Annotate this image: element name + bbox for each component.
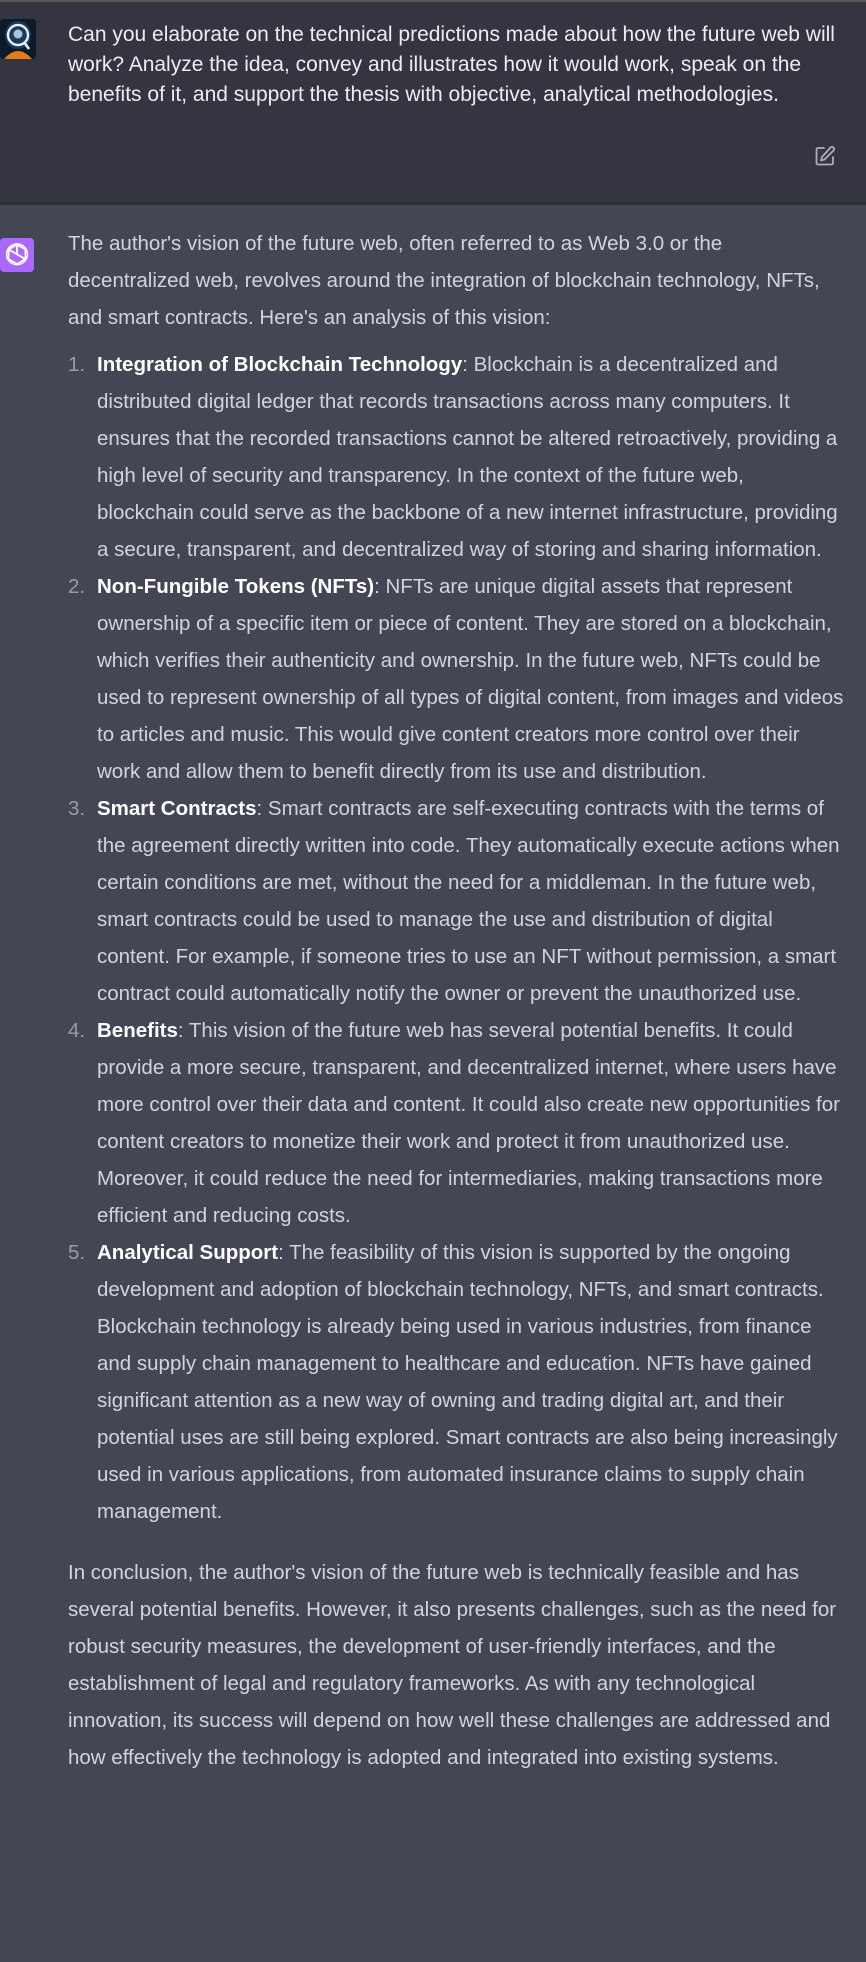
list-term: Analytical Support <box>97 1241 279 1264</box>
list-item <box>68 568 844 790</box>
list-number: 3. <box>68 797 86 820</box>
assistant-intro: The author's vision of the future web, often referred to as Web 3.0 or the decentralized web, revolves around the integration of blockchain technology, NFTs, and smart contracts. Here's an analysis of this vision: <box>68 232 820 329</box>
list-number: 5. <box>68 1241 86 1264</box>
list-term: Non-Fungible Tokens (NFTs) <box>97 575 375 598</box>
list-number: 1. <box>68 353 86 376</box>
list-term: Smart Contracts <box>97 797 257 820</box>
edit-icon[interactable] <box>814 145 836 167</box>
assistant-message <box>0 205 866 1962</box>
list-body: : NFTs are unique digital assets that represent ownership of a specific item or piece of content. They are stored on a blockchain, which verifies their authenticity and ownership. In the future web, NFTs could be used to represent ownership of all types of digital content, from images and videos to articles and music. This would give content creators more control over their work and allow them to benefit directly from its use and distribution. <box>97 575 844 783</box>
list-body: : The feasibility of this vision is supported by the ongoing development and adoption of blockchain technology, NFTs, and smart contracts. Blockchain technology is already being used in various industries, from finance and supply chain management to healthcare and education. NFTs have gained significant attention as a new way of owning and trading digital art, and their potential uses are still being explored. Smart contracts are also being increasingly used in various applications, from automated insurance claims to supply chain management. <box>97 1241 838 1523</box>
list-number: 2. <box>68 575 86 598</box>
list-body: : Blockchain is a decentralized and distributed digital ledger that records transactions across many computers. It ensures that the recorded transactions cannot be altered retroactively, providing a high level of security and transparency. In the context of the future web, blockchain could serve as the backbone of a new internet infrastructure, providing a secure, transparent, and decentralized way of storing and sharing information. <box>97 353 838 561</box>
user-message-text: Can you elaborate on the technical predictions made about how the future web will work? Analyze the idea, convey and illustrates how it would work, speak on the benefits of it, and support the thesis with objective, analytical methodologies. <box>68 23 835 106</box>
list-body: : This vision of the future web has several potential benefits. It could provide a more secure, transparent, and decentralized internet, where users have more control over their data and content. It could also create new opportunities for content creators to monetize their work and protect it from unauthorized use. Moreover, it could reduce the need for intermediaries, making transactions more efficient and reducing costs. <box>97 1019 840 1227</box>
openai-logo-icon <box>0 238 34 272</box>
list-item <box>68 1234 844 1530</box>
list-item <box>68 790 844 1012</box>
analysis-list <box>68 346 844 1530</box>
list-term: Benefits <box>97 1019 178 1042</box>
list-body: : Smart contracts are self-executing contracts with the terms of the agreement directly written into code. They automatically execute actions when certain conditions are met, without the need for a middleman. In the future web, smart contracts could be used to manage the use and distribution of digital content. For example, if someone tries to use an NFT without permission, a smart contract could automatically notify the owner or prevent the unauthorized use. <box>97 797 840 1005</box>
list-number: 4. <box>68 1019 86 1042</box>
list-item <box>68 346 844 568</box>
list-term: Integration of Blockchain Technology <box>97 353 463 376</box>
assistant-conclusion: In conclusion, the author's vision of the future web is technically feasible and has several potential benefits. However, it also presents challenges, such as the need for robust security measures, the development of user-friendly interfaces, and the establishment of legal and regulatory frameworks. As with any technological innovation, its success will depend on how well these challenges are addressed and how effectively the technology is adopted and integrated into existing systems. <box>68 1561 837 1769</box>
user-avatar-icon <box>0 19 36 59</box>
user-message <box>0 2 866 202</box>
list-item <box>68 1012 844 1234</box>
